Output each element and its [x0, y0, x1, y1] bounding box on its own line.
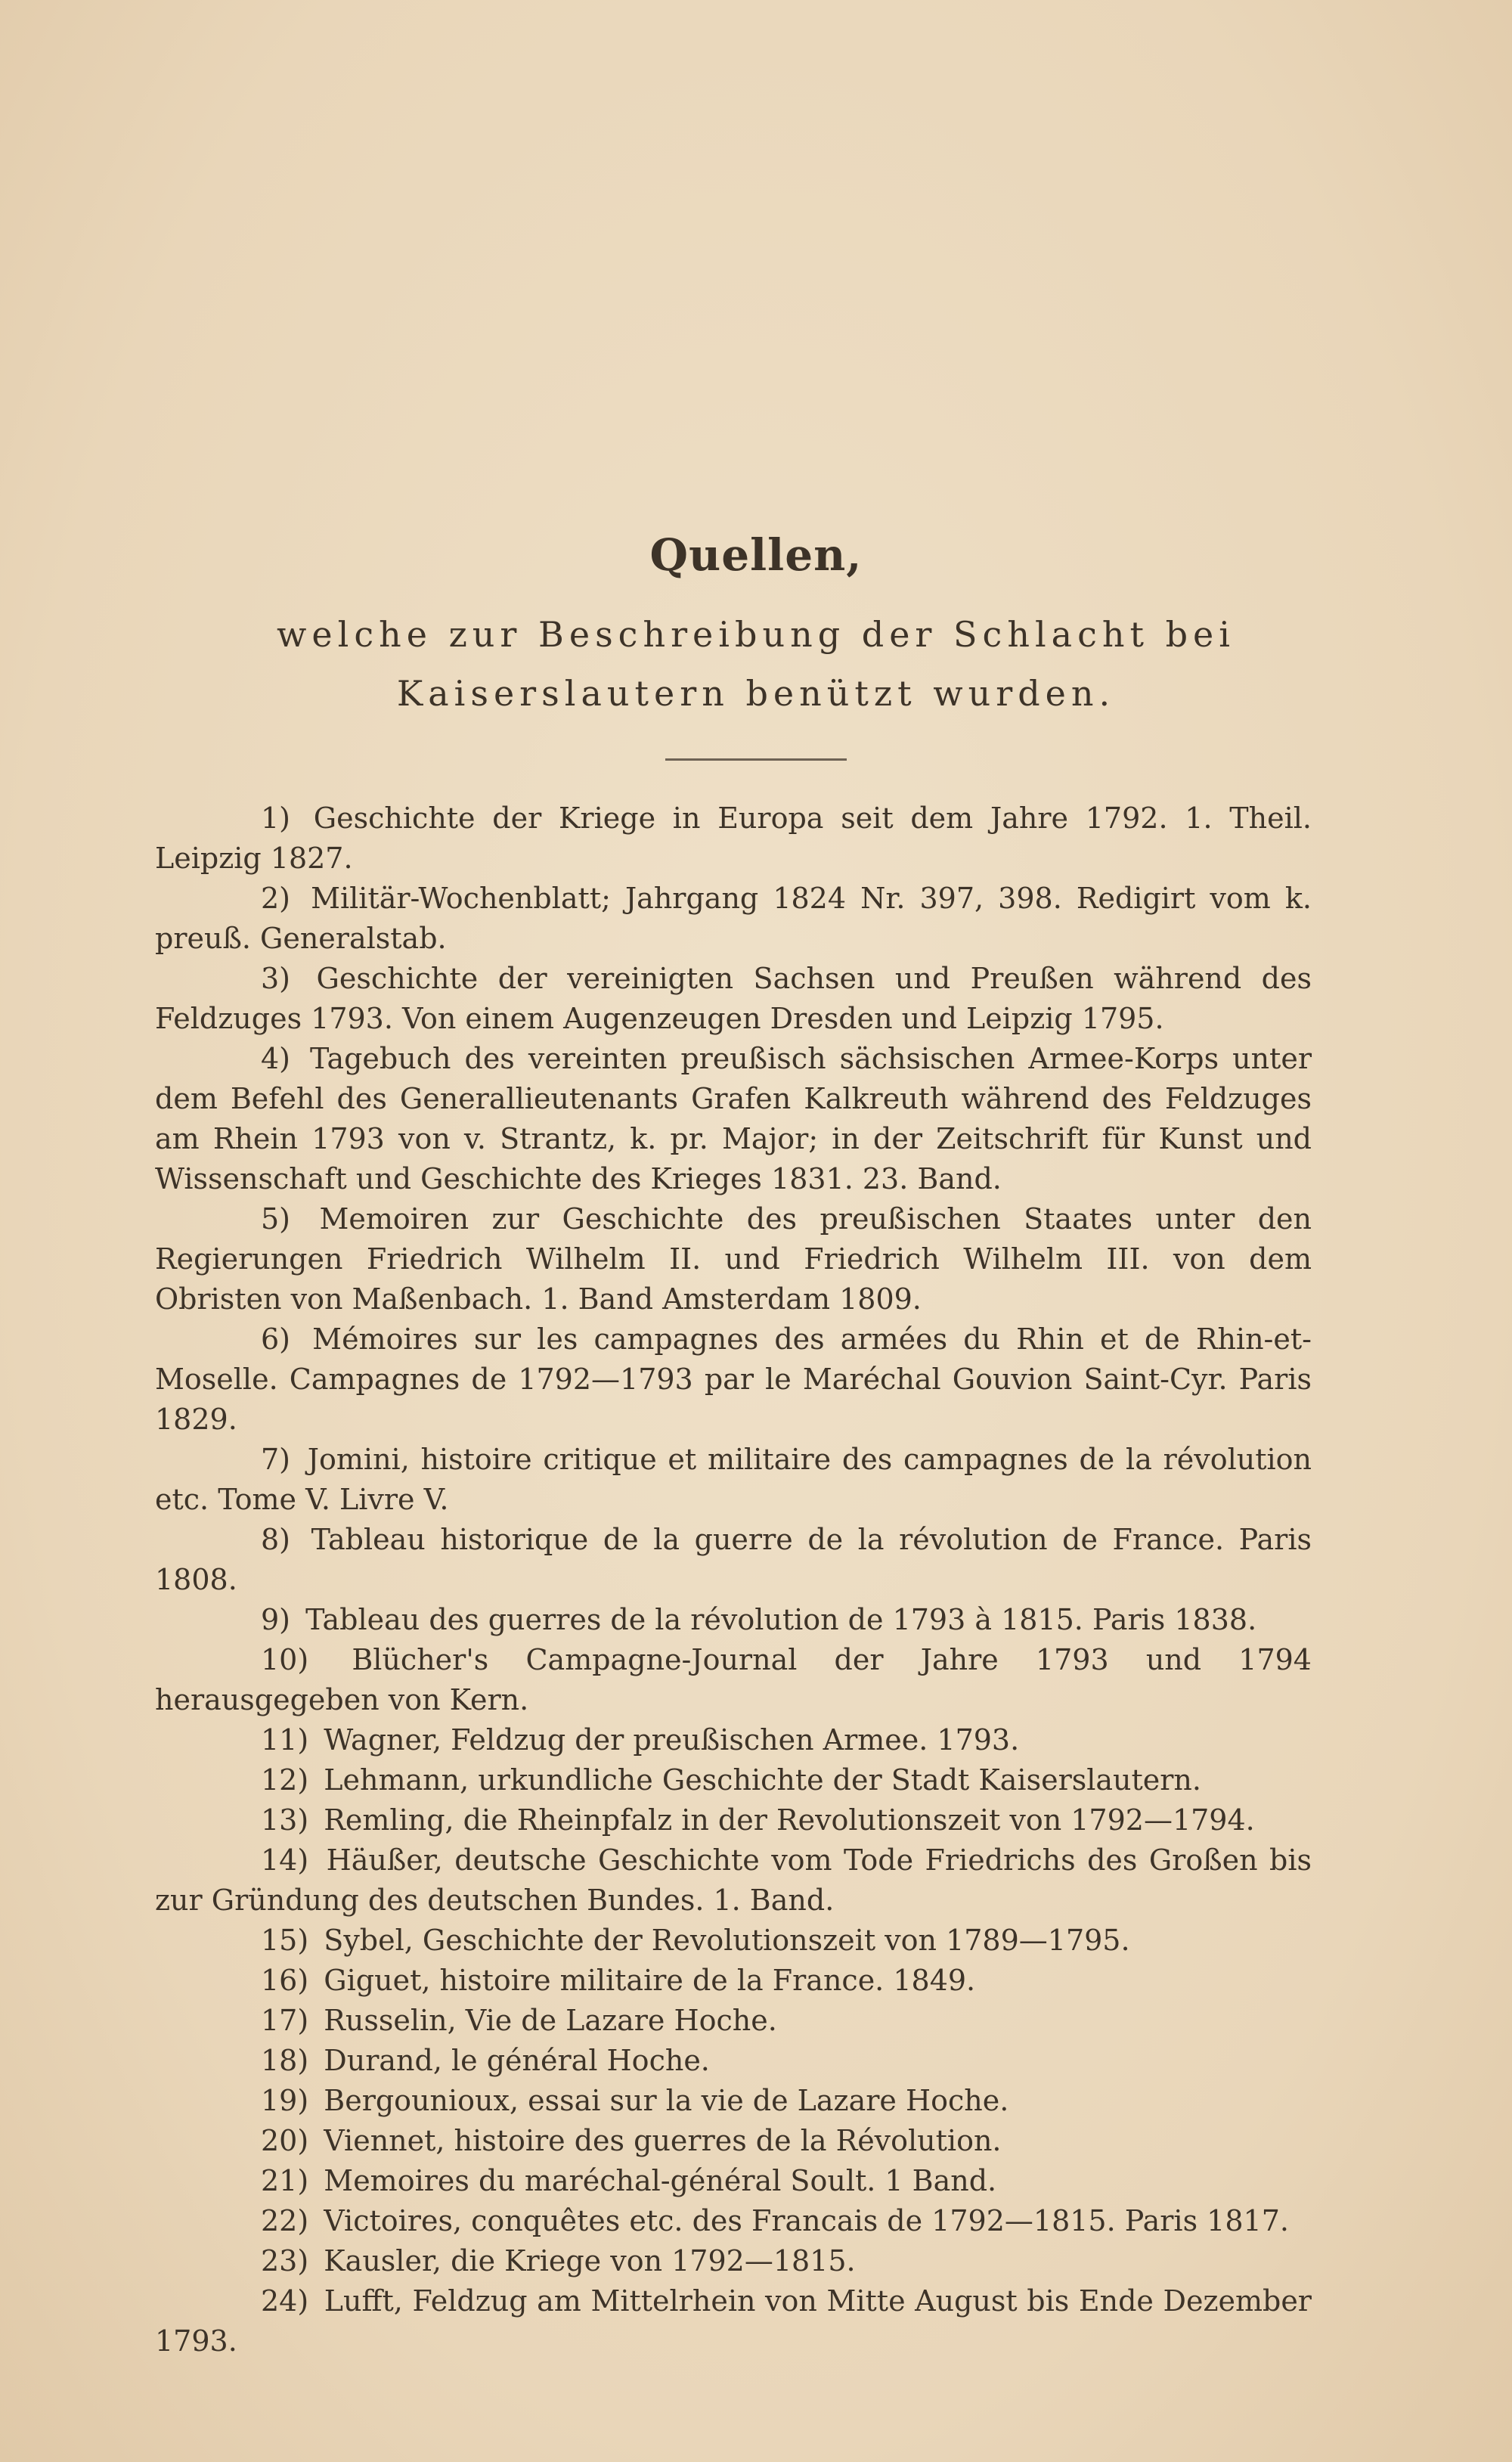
- item-number: 20): [261, 2124, 309, 2157]
- item-number: 23): [261, 2244, 309, 2278]
- divider: [665, 758, 847, 761]
- item-text: Tableau historique de la guerre de la révolution de France. Paris 1808.: [155, 1523, 1312, 1596]
- item-number: 8): [261, 1523, 291, 1556]
- list-item: [155, 2081, 1312, 2121]
- list-item: [155, 2161, 1312, 2201]
- item-text: Victoires, conquêtes etc. des Francais de 1792—1815. Paris 1817.: [324, 2204, 1289, 2237]
- list-item: [155, 1440, 1312, 1520]
- list-item: [155, 1840, 1312, 1921]
- item-text: Memoiren zur Geschichte des preußischen Staates unter den Regierungen Friedrich Wilhelm II. und Friedrich Wilhelm III. von dem Obristen von Maßenbach. 1. Band Amsterdam 1809.: [155, 1202, 1312, 1316]
- list-item: [155, 879, 1312, 959]
- source-list: [155, 798, 1312, 2361]
- item-number: 12): [261, 1763, 309, 1797]
- item-number: 4): [261, 1042, 291, 1075]
- item-text: Remling, die Rheinpfalz in der Revolutionszeit von 1792—1794.: [324, 1803, 1255, 1837]
- list-item: [155, 2201, 1312, 2241]
- item-number: 24): [261, 2284, 309, 2318]
- item-text: Giguet, histoire militaire de la France. 1849.: [324, 1964, 976, 1997]
- list-item: [155, 2121, 1312, 2161]
- item-text: Geschichte der Kriege in Europa seit dem Jahre 1792. 1. Theil. Leipzig 1827.: [155, 802, 1312, 875]
- list-item: [155, 1800, 1312, 1840]
- item-number: 9): [261, 1603, 291, 1636]
- item-number: 22): [261, 2204, 309, 2237]
- item-text: Memoires du maréchal-général Soult. 1 Band.: [324, 2164, 997, 2197]
- list-item: [155, 1720, 1312, 1760]
- list-item: [155, 1600, 1312, 1640]
- item-number: 11): [261, 1723, 309, 1757]
- list-item: [155, 1199, 1312, 1319]
- item-number: 1): [261, 802, 291, 835]
- item-number: 13): [261, 1803, 309, 1837]
- list-item: [155, 798, 1312, 879]
- item-number: 21): [261, 2164, 309, 2197]
- item-text: Mémoires sur les campagnes des armées du Rhin et de Rhin-et-Moselle. Campagnes de 1792—1793 par le Maréchal Gouvion Saint-Cyr. Paris 1829.: [155, 1322, 1312, 1436]
- item-text: Viennet, histoire des guerres de la Révolution.: [324, 2124, 1002, 2157]
- list-item: [155, 2041, 1312, 2081]
- list-item: [155, 1961, 1312, 2001]
- item-text: Bergounioux, essai sur la vie de Lazare Hoche.: [324, 2084, 1009, 2117]
- item-number: 2): [261, 882, 291, 915]
- item-number: 5): [261, 1202, 291, 1236]
- item-text: Sybel, Geschichte der Revolutionszeit von 1789—1795.: [324, 1924, 1130, 1957]
- list-item: [155, 2001, 1312, 2041]
- item-text: Durand, le général Hoche.: [324, 2044, 710, 2077]
- item-text: Häußer, deutsche Geschichte vom Tode Friedrichs des Großen bis zur Gründung des deutschen Bundes. 1. Band.: [155, 1843, 1312, 1917]
- item-text: Lehmann, urkundliche Geschichte der Stadt Kaiserslautern.: [324, 1763, 1201, 1797]
- item-text: Kausler, die Kriege von 1792—1815.: [324, 2244, 856, 2278]
- item-number: 16): [261, 1964, 309, 1997]
- item-text: Lufft, Feldzug am Mittelrhein von Mitte August bis Ende Dezember 1793.: [155, 2284, 1312, 2358]
- list-item: [155, 2241, 1312, 2281]
- list-item: [155, 1640, 1312, 1720]
- item-text: Tableau des guerres de la révolution de 1793 à 1815. Paris 1838.: [305, 1603, 1257, 1636]
- item-number: 10): [261, 1643, 309, 1676]
- item-text: Wagner, Feldzug der preußischen Armee. 1793.: [324, 1723, 1020, 1757]
- item-number: 7): [261, 1443, 291, 1476]
- item-text: Russelin, Vie de Lazare Hoche.: [324, 2004, 777, 2037]
- item-number: 6): [261, 1322, 291, 1356]
- list-item: [155, 1319, 1312, 1440]
- item-text: Jomini, histoire critique et militaire des campagnes de la révolution etc. Tome V. Livre V.: [155, 1443, 1312, 1516]
- list-item: [155, 1520, 1312, 1600]
- item-text: Blücher's Campagne-Journal der Jahre 1793 und 1794 herausgegeben von Kern.: [155, 1643, 1312, 1716]
- page-title: Quellen,: [649, 529, 863, 581]
- item-number: 15): [261, 1924, 309, 1957]
- item-number: 3): [261, 962, 291, 995]
- item-text: Geschichte der vereinigten Sachsen und Preußen während des Feldzuges 1793. Von einem Augenzeugen Dresden und Leipzig 1795.: [155, 962, 1312, 1035]
- list-item: [155, 1760, 1312, 1800]
- list-item: [155, 959, 1312, 1039]
- list-item: [155, 2281, 1312, 2361]
- item-text: Tagebuch des vereinten preußisch sächsischen Armee-Korps unter dem Befehl des Generallieutenants Grafen Kalkreuth während des Feldzuges am Rhein 1793 von v. Strantz, k. pr. Major; in der Zeitschrift für Kunst und Wissenschaft und Geschichte des Krieges 1831. 23. Band.: [155, 1042, 1312, 1195]
- list-item: [155, 1039, 1312, 1199]
- item-number: 14): [261, 1843, 309, 1877]
- list-item: [155, 1921, 1312, 1961]
- item-number: 17): [261, 2004, 309, 2037]
- page-subtitle: welche zur Beschreibung der Schlacht bei Kaiserslautern benützt wurden.: [277, 614, 1235, 714]
- item-number: 19): [261, 2084, 309, 2117]
- item-text: Militär-Wochenblatt; Jahrgang 1824 Nr. 397, 398. Redigirt vom k. preuß. Generalstab.: [155, 882, 1312, 955]
- item-number: 18): [261, 2044, 309, 2077]
